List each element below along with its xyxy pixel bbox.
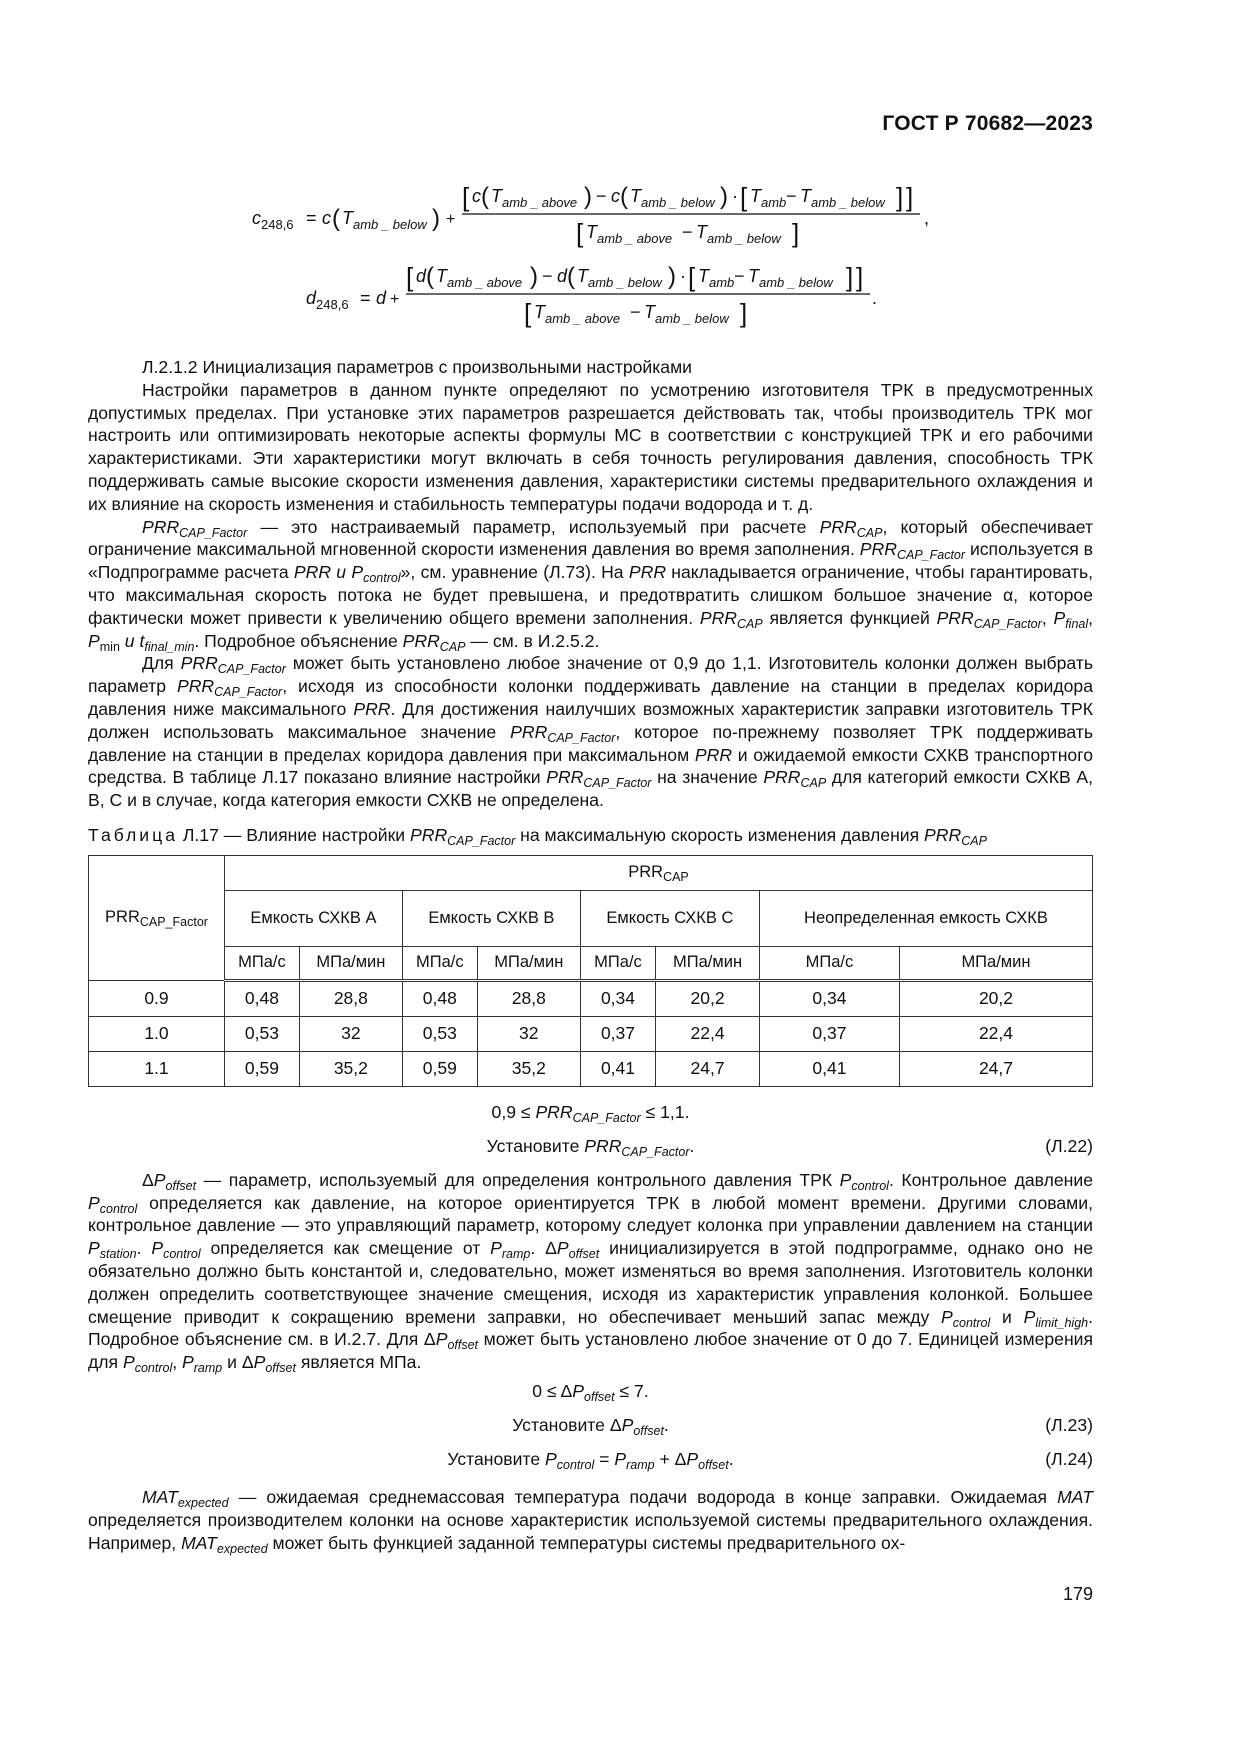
group-header: Емкость СХКВ В <box>402 890 580 946</box>
paragraph-settings: Настройки параметров в данном пункте определяют по усмотрению изготовителя ТРК в предусмотренных допустимых пределах. При установке этих параметров разрешается действовать так, чтобы производитель ТРК мог настроить или оптимизировать некоторые аспекты формулы МС в соответствии с конструкцией ТРК и его рабочими характеристиками. Эти характеристики могут включать в себя точность регулирования давления, способность ТРК поддерживать самые высокие скорости изменения давления, характеристики системы предварительного охлаждения и их влияние на скорость изменения и стабильность температуры подачи водорода и т. д. <box>88 379 1093 514</box>
table-cell: 1.0 <box>89 1016 225 1051</box>
svg-text:·: · <box>732 186 738 206</box>
unit-header: МПа/с <box>225 946 300 980</box>
svg-text:]: ] <box>906 182 914 212</box>
formula-c <box>252 182 929 248</box>
svg-text:d248,6: $d_{248,6}$ <box>306 288 349 312</box>
svg-text:(: ( <box>567 263 575 290</box>
header-prr-cap: $PRR_{CAP}$ <box>225 855 1093 890</box>
formula-d <box>306 262 877 328</box>
svg-text:T: T <box>800 186 811 206</box>
svg-text:[: [ <box>524 298 532 328</box>
prr-cap-table <box>88 855 1093 1087</box>
svg-text:]: ] <box>896 182 904 212</box>
unit-header: МПа/с <box>402 946 477 980</box>
table-cell: 0,37 <box>580 1016 655 1051</box>
svg-text:T: T <box>436 266 447 286</box>
equation-l22: Установите $PRR_{CAP\_Factor}$. (Л.22) <box>486 1135 1093 1159</box>
table-row <box>89 980 1093 1016</box>
equation-range-offset: $0 \le \Delta P_{offset} \le 7$. <box>532 1380 649 1404</box>
svg-text:d: d <box>376 288 387 308</box>
unit-header: МПа/с <box>759 946 899 980</box>
table-cell: 28,8 <box>299 980 402 1016</box>
table-cell: 20,2 <box>656 980 760 1016</box>
svg-text:−: − <box>596 186 607 206</box>
table-cell: 1.1 <box>89 1051 225 1086</box>
table-row <box>89 1016 1093 1051</box>
table-cell: 0,59 <box>402 1051 477 1086</box>
svg-text:]: ] <box>846 262 854 292</box>
svg-text:T: T <box>342 208 353 228</box>
svg-text:−: − <box>630 302 641 322</box>
svg-text:T: T <box>748 266 759 286</box>
formula-graphic <box>0 170 1241 340</box>
paragraph-range: Для $PRR_{CAP\_Factor}$ может быть установлено любое значение от 0,9 до 1,1. Изготовитель колонки должен выбрать параметр $PRR_{CAP\_Factor}$, исходя из способности колонки поддерживать давление на станции в пределах коридора давления ниже максимального PRR. Для достижения наилучших возможных характеристик заправки изготовитель ТРК должен использовать максимальное значение $PRR_{CAP\_Factor}$, которое по-прежнему позволяет ТРК поддерживать давление на станции в пределах коридора давления при максимальном PRR и ожидаемой емкости СХКВ транспортного средства. В таблице Л.17 показано влияние настройки $PRR_{CAP\_Factor}$ на значение $PRR_{CAP}$ для категорий емкости СХКВ А, В, С и в случае, когда категория емкости СХКВ не определена. <box>88 653 1094 811</box>
paragraph-delta-p-offset: $\Delta P_{offset}$ — параметр, используемый для определения контрольного давления ТРК $P_{control}$. Контрольное давление $P_{control}$ определяется как давление, на которое ориентируется ТРК в любой момент времени. Другими словами, контрольное давление — это управляющий параметр, которому следует колонка при управлении давлением на станции $P_{station}$. $P_{control}$ определяется как смещение от $P_{ramp}$. $\Delta P_{offset}$ инициализируется в этой подпрограмме, однако оно не обязательно должно быть константой и, следовательно, может изменяться во время заполнения. Изготовитель колонки должен определить соответствующее значение смещения, исходя из характеристик управления колонкой. Большее смещение приводит к сокращению времени заправки, но обеспечивает меньший запас между $P_{control}$ и $P_{limit\_high}$. Подробное объяснение см. в И.2.7. Для $\Delta P_{offset}$ может быть установлено любое значение от 0 до 7. Единицей измерения для $P_{control}$, $P_{ramp}$ и $\Delta P_{offset}$ является МПа. <box>88 1169 1094 1376</box>
svg-text:+: + <box>390 291 400 308</box>
svg-text:T: T <box>577 266 588 286</box>
row-header-prr-cap-factor: $PRR_{CAP\_Factor}$ <box>89 855 225 980</box>
svg-text:+: + <box>446 211 456 228</box>
svg-text:amb: amb <box>709 275 735 290</box>
svg-text:amb _ below: amb _ below <box>759 275 833 290</box>
svg-text:): ) <box>668 263 676 290</box>
svg-text:T: T <box>586 222 597 242</box>
svg-text:T: T <box>534 302 545 322</box>
svg-text:c: c <box>322 208 331 228</box>
svg-text:,: , <box>924 208 930 228</box>
unit-header: МПа/мин <box>477 946 580 980</box>
table-cell: 0,37 <box>759 1016 899 1051</box>
table-cell: 0,53 <box>225 1016 300 1051</box>
svg-text:amb _ below: amb _ below <box>353 217 427 232</box>
d-lhs: d <box>306 288 317 308</box>
table-cell: 0,41 <box>580 1051 655 1086</box>
svg-text:amb _ above: amb _ above <box>545 311 621 326</box>
svg-text:T: T <box>698 266 709 286</box>
svg-text:[: [ <box>462 182 470 212</box>
svg-text:[: [ <box>740 182 748 212</box>
equation-number: (Л.22) <box>1045 1135 1093 1156</box>
svg-text:): ) <box>584 183 592 210</box>
svg-text:amb _ below: amb _ below <box>811 195 885 210</box>
svg-text:amb: amb <box>761 195 787 210</box>
unit-header: МПа/мин <box>299 946 402 980</box>
svg-text:amb _ below: amb _ below <box>655 311 729 326</box>
group-header: Неопределенная емкость СХКВ <box>759 890 1092 946</box>
table-cell: 0.9 <box>89 980 225 1016</box>
equation-l23: Установите $\Delta P_{offset}$. (Л.23) <box>512 1414 1093 1438</box>
svg-text:d: d <box>557 266 568 286</box>
svg-text:T: T <box>696 222 707 242</box>
equation-number: (Л.24) <box>1045 1448 1093 1469</box>
table-cell: 0,48 <box>225 980 300 1016</box>
svg-text:[: [ <box>406 262 414 292</box>
svg-text:): ) <box>530 263 538 290</box>
svg-text:amb _ below: amb _ below <box>641 195 715 210</box>
table-cell: 32 <box>299 1016 402 1051</box>
unit-header: МПа/мин <box>656 946 760 980</box>
svg-text:c248,6: $c_{248,6}$ <box>252 208 294 232</box>
svg-text:d: d <box>416 266 427 286</box>
svg-text:]: ] <box>740 298 748 328</box>
interpolation-formulas <box>0 170 1241 340</box>
svg-text:[: [ <box>576 218 584 248</box>
c-lhs: c <box>252 208 261 228</box>
svg-text:−: − <box>734 266 745 286</box>
equation-range-prr: $0,9 \le PRR_{CAP\_Factor} \le 1,1$. <box>491 1101 690 1125</box>
table-cell: 22,4 <box>899 1016 1092 1051</box>
table-cell: 24,7 <box>656 1051 760 1086</box>
svg-text:amb _ below: amb _ below <box>588 275 662 290</box>
section-title: Л.2.1.2 Инициализация параметров с произвольными настройками <box>142 357 693 377</box>
main-text <box>88 356 1093 1554</box>
svg-text:): ) <box>432 205 440 232</box>
svg-text:−: − <box>682 222 693 242</box>
table-cell: 0,34 <box>759 980 899 1016</box>
table-cell: 32 <box>477 1016 580 1051</box>
equation-number: (Л.23) <box>1045 1414 1093 1435</box>
svg-text:(: ( <box>426 263 434 290</box>
page-number: 179 <box>1062 1584 1093 1604</box>
svg-text:T: T <box>644 302 655 322</box>
table-cell: 0,41 <box>759 1051 899 1086</box>
svg-text:=: = <box>360 288 371 308</box>
table-cell: 22,4 <box>656 1016 760 1051</box>
svg-text:(: ( <box>332 205 340 232</box>
svg-text:amb _ below: amb _ below <box>707 231 781 246</box>
svg-text:·: · <box>680 266 686 286</box>
table-cell: 0,53 <box>402 1016 477 1051</box>
equation-l24: Установите $P_{control} = P_{ramp} + \Delta P_{offset}$. (Л.24) <box>447 1448 1093 1472</box>
table-cell: 0,59 <box>225 1051 300 1086</box>
svg-text:]: ] <box>856 262 864 292</box>
svg-text:amb _ above: amb _ above <box>447 275 523 290</box>
svg-text:T: T <box>750 186 761 206</box>
svg-text:−: − <box>542 266 553 286</box>
table-cell: 28,8 <box>477 980 580 1016</box>
svg-text:=: = <box>306 208 317 228</box>
group-header: Емкость СХКВ С <box>580 890 759 946</box>
table-row <box>89 1051 1093 1086</box>
standard-header: ГОСТ Р 70682—2023 <box>882 112 1093 135</box>
table-caption: Таблица Л.17 — Влияние настройки $PRR_{CAP\_Factor}$ на максимальную скорость изменения давления $PRR_{CAP}$ <box>88 824 987 848</box>
svg-text:T: T <box>491 186 502 206</box>
svg-text:c: c <box>611 186 620 206</box>
table-cell: 20,2 <box>899 980 1092 1016</box>
svg-text:c: c <box>472 186 481 206</box>
paragraph-mat-expected: $MAT_{expected}$ — ожидаемая среднемассовая температура подачи водорода в конце заправки. Ожидаемая MAT определяется производителем колонки на основе характеристик используемой системы предварительного охлаждения. Например, $MAT_{expected}$ может быть функцией заданной температуры системы предварительного ох- <box>88 1486 1093 1556</box>
table-cell: 35,2 <box>299 1051 402 1086</box>
svg-text:(: ( <box>620 183 628 210</box>
table-cell: 35,2 <box>477 1051 580 1086</box>
svg-text:−: − <box>786 186 797 206</box>
svg-text:.: . <box>872 288 878 308</box>
group-header: Емкость СХКВ А <box>225 890 403 946</box>
unit-header: МПа/мин <box>899 946 1092 980</box>
unit-header: МПа/с <box>580 946 655 980</box>
svg-text:[: [ <box>688 262 696 292</box>
table-cell: 0,48 <box>402 980 477 1016</box>
svg-text:amb _ above: amb _ above <box>597 231 673 246</box>
svg-text:): ) <box>720 183 728 210</box>
svg-text:]: ] <box>792 218 800 248</box>
table-cell: 24,7 <box>899 1051 1092 1086</box>
table-cell: 0,34 <box>580 980 655 1016</box>
svg-text:amb _ above: amb _ above <box>502 195 578 210</box>
paragraph-prr-cap-factor: $PRR_{CAP\_Factor}$ — это настраиваемый параметр, используемый при расчете $PRR_{CAP}$, который обеспечивает ограничение максимальной мгновенной скорости изменения давления во время заполнения. $PRR_{CAP\_Factor}$ используется в «Подпрограмме расчета PRR и $P_{control}$», см. уравнение (Л.73). На PRR накладывается ограничение, чтобы гарантировать, что максимальная скорость потока не будет превышена, и предотвратить слишком большое значение α, которое фактически может привести к увеличению общего времени заполнения. $PRR_{CAP}$ является функцией $PRR_{CAP\_Factor}$, $P_{final}$, $P_{min}$ и $t_{final\_min}$. Подробное объяснение $PRR_{CAP}$ — см. в И.2.5.2. <box>88 516 1094 654</box>
svg-text:(: ( <box>481 183 489 210</box>
svg-text:T: T <box>630 186 641 206</box>
